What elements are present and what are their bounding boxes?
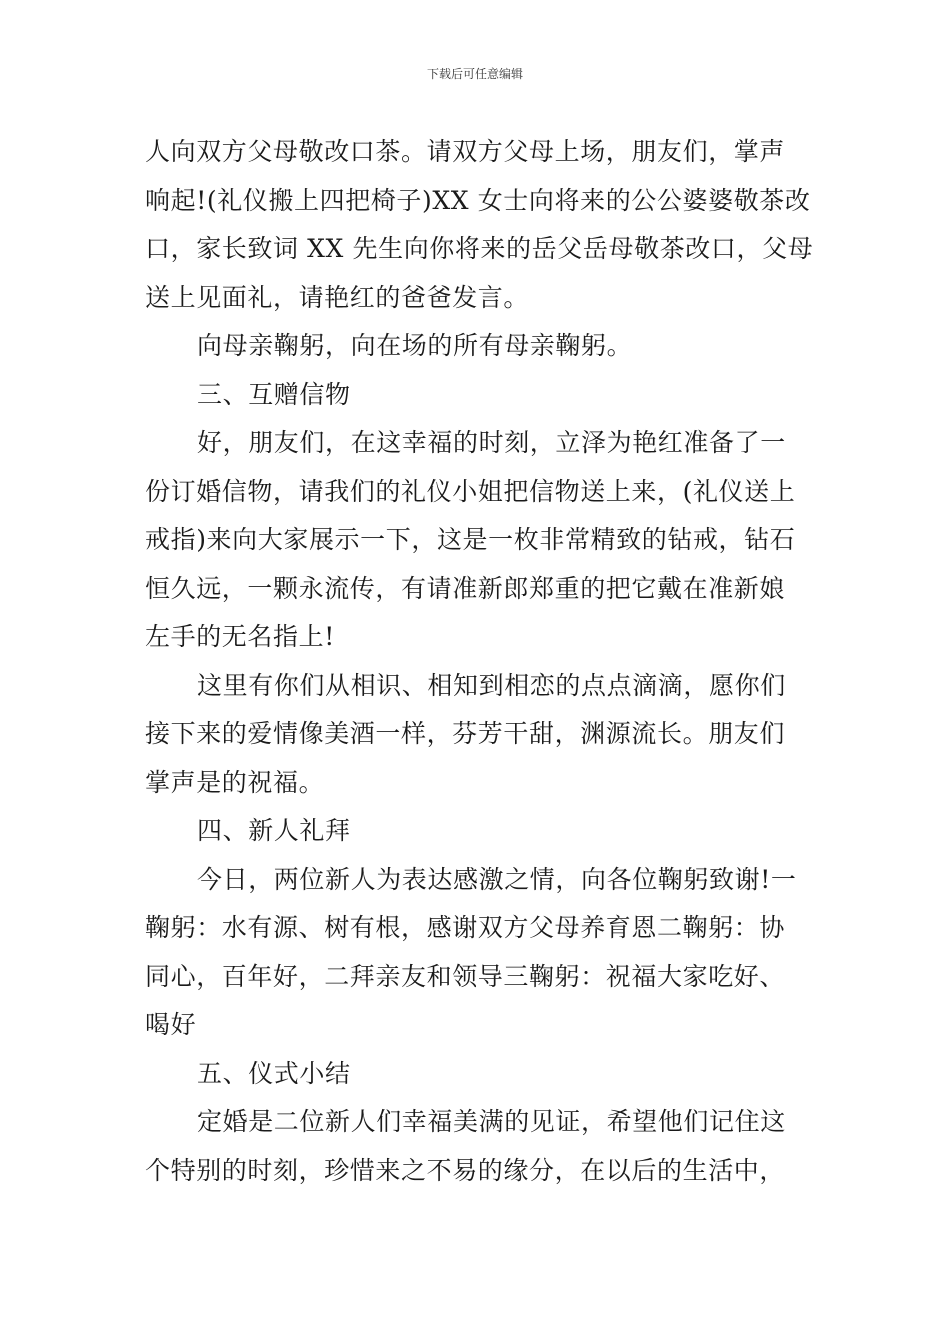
paragraph xyxy=(145,662,807,808)
text-line: 同心，百年好，二拜亲友和领导三鞠躬：祝福大家吃好、 xyxy=(145,961,786,991)
section-heading xyxy=(145,807,807,856)
text-line: 响起!(礼仪搬上四把椅子)XX 女士向将来的公公婆婆敬茶改 xyxy=(145,185,811,215)
heading-text: 五、仪式小结 xyxy=(197,1058,351,1088)
page-header: 下载后可任意编辑 xyxy=(426,67,523,81)
text-line: 喝好 xyxy=(145,1010,197,1039)
text-line: 左手的无名指上! xyxy=(145,622,335,651)
paragraph xyxy=(145,419,807,662)
text-line: 今日，两位新人为表达感激之情，向各位鞠躬致谢!一 xyxy=(197,864,797,894)
paragraph xyxy=(145,322,807,371)
text-line: 口，家长致词 XX 先生向你将来的岳父岳母敬茶改口，父母 xyxy=(145,234,814,263)
text-line: 送上见面礼，请艳红的爸爸发言。 xyxy=(145,282,530,312)
paragraph xyxy=(145,856,807,1050)
text-line: 这里有你们从相识、相知到相恋的点点滴滴，愿你们 xyxy=(197,670,786,700)
heading-text: 四、新人礼拜 xyxy=(197,816,351,845)
document-body xyxy=(145,128,814,1195)
section-heading xyxy=(145,1050,807,1099)
section-heading xyxy=(145,371,807,420)
text-line: 接下来的爱情像美酒一样，芬芳干甜，渊源流长。朋友们 xyxy=(145,719,786,748)
text-line: 个特别的时刻，珍惜来之不易的缘分，在以后的生活中， xyxy=(145,1155,786,1185)
text-line: 掌声是的祝福。 xyxy=(145,767,325,797)
text-line: 戒指)来向大家展示一下，这是一枚非常精致的钻戒，钻石 xyxy=(145,525,796,554)
text-line: 份订婚信物，请我们的礼仪小姐把信物送上来，(礼仪送上 xyxy=(145,476,796,506)
text-line: 人向双方父母敬改口茶。请双方父母上场，朋友们，掌声 xyxy=(145,137,786,166)
text-line: 向母亲鞠躬，向在场的所有母亲鞠躬。 xyxy=(197,331,633,360)
text-line: 恒久远，一颗永流传，有请准新郎郑重的把它戴在准新娘 xyxy=(145,573,786,603)
paragraph-continuation xyxy=(145,128,814,322)
paragraph xyxy=(145,1098,807,1195)
text-line: 鞠躬：水有源、树有根，感谢双方父母养育恩二鞠躬：协 xyxy=(145,913,786,942)
heading-text: 三、互赠信物 xyxy=(197,379,351,409)
text-line: 好，朋友们，在这幸福的时刻，立泽为艳红准备了一 xyxy=(197,428,786,457)
text-line: 定婚是二位新人们幸福美满的见证，希望他们记住这 xyxy=(197,1107,786,1136)
